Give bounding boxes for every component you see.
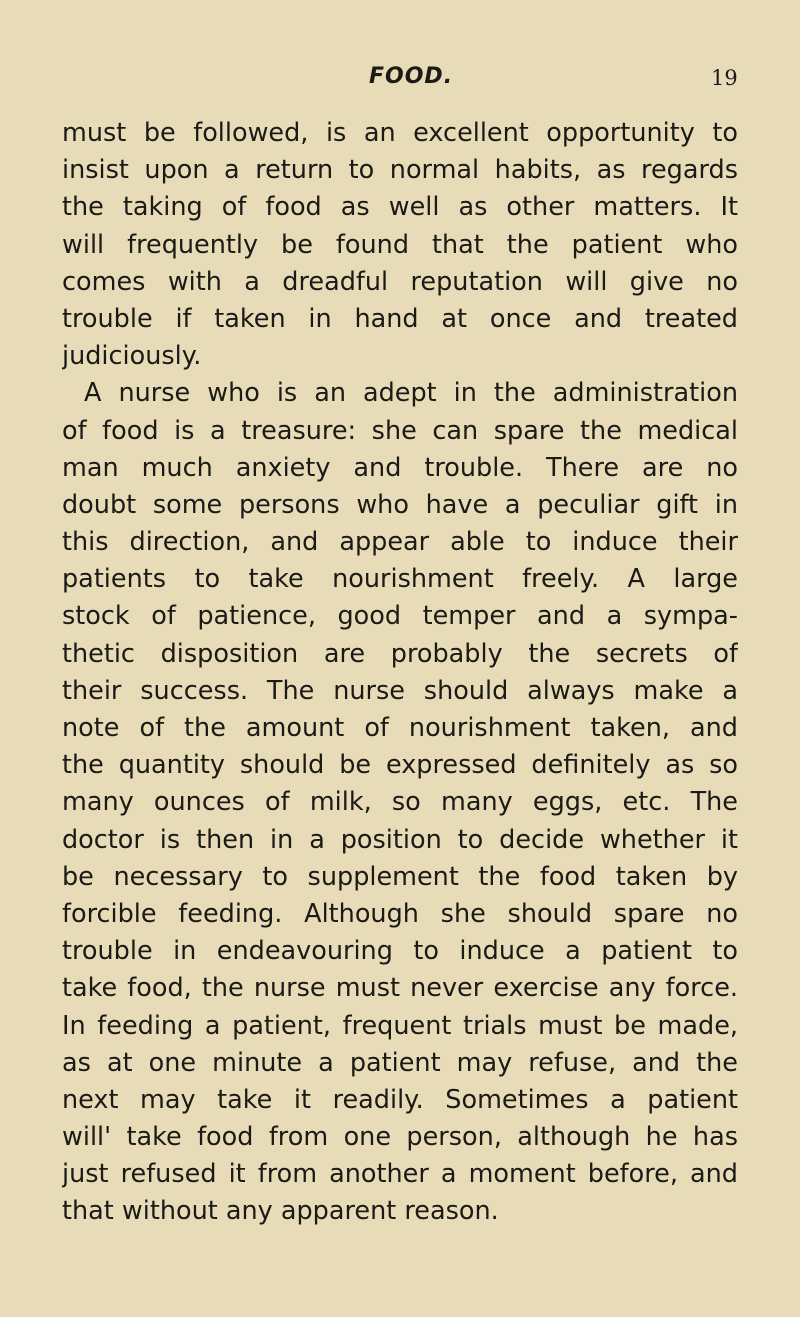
text-line: note of the amount of nourishment taken, and bbox=[62, 713, 738, 743]
text-line: forcible feeding. Although she should spare no bbox=[62, 898, 738, 929]
paragraph-start-line: A nurse who is an adept in the administration bbox=[84, 378, 738, 409]
text-line: next may take it readily. Sometimes a patient bbox=[62, 1084, 738, 1115]
text-line: take food, the nurse must never exercise any force. bbox=[62, 973, 738, 1004]
paragraph-end-line: judiciously. bbox=[62, 341, 202, 372]
text-line: this direction, and appear able to induce their bbox=[62, 527, 738, 558]
text-line: be necessary to supplement the food taken by bbox=[62, 861, 738, 892]
running-head bbox=[0, 64, 800, 100]
text-line: trouble in endeavouring to induce a patient to bbox=[62, 936, 738, 967]
text-line: the taking of food as well as other matters. It bbox=[62, 192, 738, 223]
text-line: In feeding a patient, frequent trials must be made, bbox=[62, 1010, 738, 1041]
text-line: patients to take nourishment freely. A large bbox=[62, 564, 738, 595]
running-title: FOOD. bbox=[369, 64, 454, 89]
text-line: doubt some persons who have a peculiar gift in bbox=[62, 489, 738, 520]
text-line: doctor is then in a position to decide whether it bbox=[62, 824, 738, 855]
text-line: man much anxiety and trouble. There are no bbox=[62, 452, 738, 483]
text-line: as at one minute a patient may refuse, and the bbox=[62, 1047, 738, 1078]
text-line: comes with a dreadful reputation will give no bbox=[62, 266, 738, 297]
text-line: insist upon a return to normal habits, as regards bbox=[62, 155, 738, 186]
body-text bbox=[62, 115, 738, 1231]
paragraph-end-line: that without any apparent reason. bbox=[62, 1196, 499, 1227]
text-line: just refused it from another a moment before, and bbox=[62, 1159, 738, 1190]
text-line: will frequently be found that the patient who bbox=[62, 229, 738, 260]
text-line: trouble if taken in hand at once and treated bbox=[62, 303, 738, 334]
text-line: thetic disposition are probably the secrets of bbox=[62, 638, 738, 669]
text-line: will' take food from one person, although he has bbox=[62, 1122, 738, 1153]
text-line: of food is a treasure: she can spare the medical bbox=[62, 415, 738, 446]
text-line: their success. The nurse should always make a bbox=[62, 675, 738, 706]
text-line: must be followed, is an excellent opportunity to bbox=[62, 118, 738, 148]
text-line: the quantity should be expressed definitely as so bbox=[62, 750, 738, 781]
page-number: 19 bbox=[711, 66, 738, 90]
text-line: stock of patience, good temper and a sympa- bbox=[62, 601, 738, 632]
text-line: many ounces of milk, so many eggs, etc. The bbox=[62, 787, 738, 818]
